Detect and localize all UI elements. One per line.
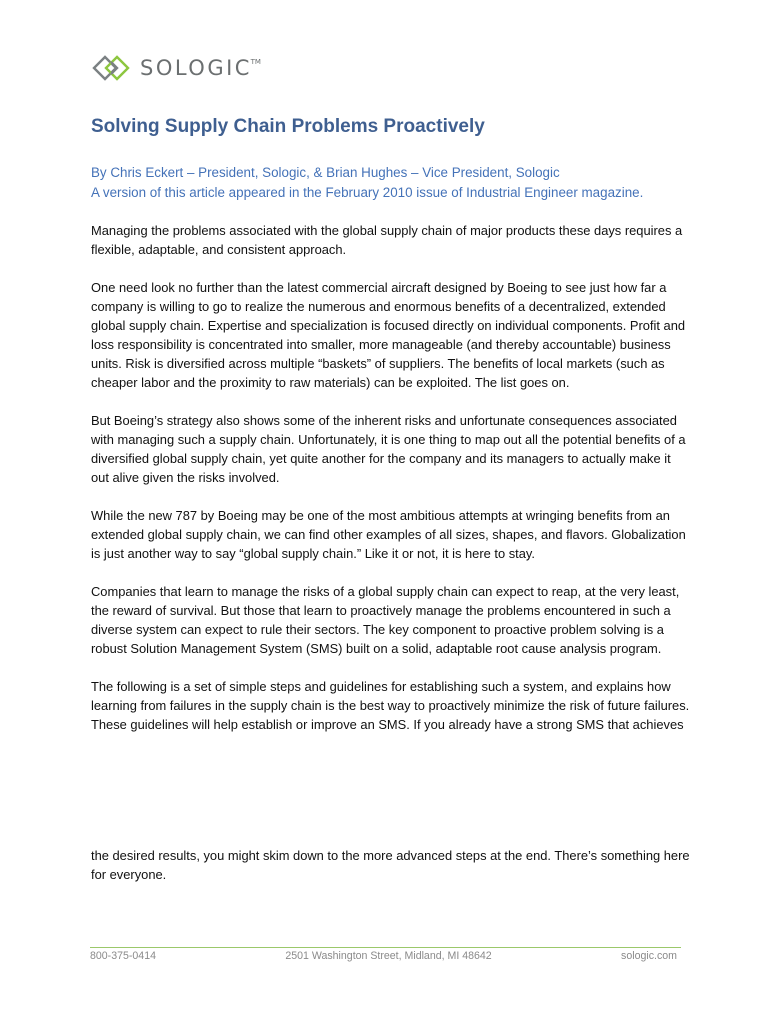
footer-divider	[90, 947, 681, 948]
sologic-diamond-icon	[92, 55, 132, 81]
article-body	[91, 221, 691, 753]
paragraph-6: The following is a set of simple steps and guidelines for establishing such a system, and explains how learning from failures in the supply chain is the best way to proactively minimize the risk of future failures. These guidelines will help establish or improve an SMS. If you already have a strong SMS that achieves	[91, 679, 690, 732]
article-title: Solving Supply Chain Problems Proactively	[91, 116, 485, 137]
footer-phone: 800-375-0414	[90, 950, 156, 962]
byline-block	[91, 163, 643, 203]
paragraph-1: Managing the problems associated with the global supply chain of major products these days requires a flexible, adaptable, and consistent approach.	[91, 223, 683, 257]
publication-note: A version of this article appeared in the February 2010 issue of Industrial Engineer magazine.	[91, 185, 644, 200]
trademark: TM	[250, 58, 261, 66]
paragraph-continuation: the desired results, you might skim down to the more advanced steps at the end. There’s something here for everyone.	[91, 848, 690, 882]
brand-name: SOLOGIC TM	[140, 56, 261, 80]
paragraph-4: While the new 787 by Boeing may be one of the most ambitious attempts at wringing benefits from an extended global supply chain, we can find other examples of all sizes, shapes, and flavors. Globalization is just another way to say “global supply chain.” Like it or not, it is here to stay.	[91, 508, 686, 561]
footer-website: sologic.com	[621, 950, 677, 962]
sologic-logo	[92, 55, 261, 81]
page-footer	[90, 950, 677, 962]
paragraph-2: One need look no further than the latest commercial aircraft designed by Boeing to see just how far a company is willing to go to realize the numerous and enormous benefits of a decentralized, extended global supply chain. Expertise and specialization is focused directly on individual components. Profit and loss responsibility is concentrated into smaller, more manageable (and thereby accountable) business units. Risk is diversified across multiple “baskets” of suppliers. The benefits of local markets (such as cheaper labor and the proximity to raw materials) can be exploited. The list goes on.	[91, 280, 686, 390]
paragraph-3: But Boeing’s strategy also shows some of the inherent risks and unfortunate consequences associated with managing such a supply chain. Unfortunately, it is one thing to map out all the potential benefits of a diversified global supply chain, yet quite another for the company and its managers to actually make it out alive given the risks involved.	[91, 413, 686, 485]
paragraph-5: Companies that learn to manage the risks of a global supply chain can expect to reap, at the very least, the reward of survival. But those that learn to proactively manage the problems encountered in such a diverse system can expect to rule their sectors. The key component to proactive problem solving is a robust Solution Management System (SMS) built on a solid, adaptable root cause analysis program.	[91, 584, 680, 656]
footer-address: 2501 Washington Street, Midland, MI 48642	[285, 950, 492, 962]
author-byline: By Chris Eckert – President, Sologic, & Brian Hughes – Vice President, Sologic	[91, 165, 560, 180]
